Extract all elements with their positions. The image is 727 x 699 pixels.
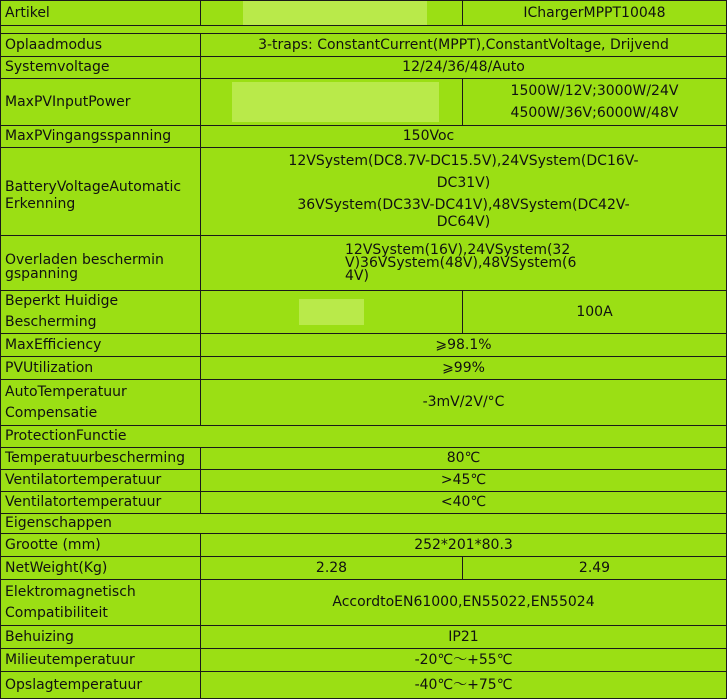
row-spacer (1, 26, 726, 34)
label-artikel: Artikel (1, 1, 201, 25)
label-oplaadmodus: Oplaadmodus (1, 34, 201, 56)
label-ventilator-1: Ventilatortemperatuur (1, 470, 201, 491)
overladen-value-text: 12VSystem(16V),24VSystem(32V)36VSystem(48V),48VSystem(64V) (345, 241, 577, 284)
value-oplaadmodus: 3-traps: ConstantCurrent(MPPT),ConstantVoltage, Drijvend (258, 36, 669, 53)
label-overladen (1, 236, 201, 290)
label-tempbescherming: Temperatuurbescherming (1, 448, 201, 469)
value-overladen (201, 236, 726, 290)
label-batteryvoltage (1, 148, 201, 235)
value-systemvoltage: 12/24/36/48/Auto (402, 59, 525, 75)
highlight-patch (243, 1, 427, 25)
batteryvoltage-line-3: 36VSystem(DC33V-DC41V),48VSystem(DC42V-DC64V) (297, 196, 630, 230)
value-artikel-blank (201, 1, 463, 25)
row-pvutilization (1, 357, 726, 380)
value-milieu: -20℃～+55℃ (414, 651, 513, 668)
maxpvinputpower-line-1: 1500W/12V;3000W/24V (510, 82, 679, 99)
row-netweight (1, 557, 726, 580)
label-systemvoltage: Systemvoltage (1, 57, 201, 78)
label-overladen-text: Overladen beschermingspanning (5, 252, 164, 282)
label-maxefficiency: MaxEfficiency (1, 334, 201, 356)
row-ventilator-1 (1, 470, 726, 492)
value-netweight-a: 2.28 (201, 557, 463, 579)
highlight-patch (232, 82, 439, 122)
value-artikel: IChargerMPPT10048 (523, 4, 666, 21)
batteryvoltage-line-2: DC31V) (436, 174, 491, 191)
label-milieu: Milieutemperatuur (1, 649, 201, 671)
value-ventilator-1: >45℃ (440, 472, 487, 488)
row-maxpvinputpower (1, 79, 726, 126)
maxpvinputpower-line-2: 4500W/36V;6000W/48V (510, 104, 679, 121)
section-protection: ProtectionFunctie (5, 428, 127, 444)
value-emc: AccordtoEN61000,EN55022,EN55024 (332, 594, 595, 610)
label-batteryvoltage-text: BatteryVoltageAutomaticErkenning (5, 178, 182, 212)
value-netweight-b: 2.49 (578, 559, 611, 576)
value-grootte: 252*201*80.3 (414, 536, 513, 553)
value-batteryvoltage (201, 148, 726, 235)
label-beperkt (1, 291, 201, 333)
row-grootte (1, 534, 726, 557)
label-netweight: NetWeight(Kg) (1, 557, 201, 579)
row-systemvoltage (1, 57, 726, 79)
label-opslag: Opslagtemperatuur (1, 672, 201, 698)
batteryvoltage-line-1: 12VSystem(DC8.7V-DC15.5V),24VSystem(DC16V- (288, 152, 639, 169)
label-grootte: Grootte (mm) (1, 534, 201, 556)
label-autotemp-text: AutoTemperatuur Compensatie (5, 383, 127, 421)
label-emc-text: Elektromagnetisch Compatibiliteit (5, 583, 136, 621)
row-artikel (1, 1, 726, 26)
row-overladen (1, 236, 726, 291)
label-behuizing: Behuizing (1, 626, 201, 648)
value-beperkt-blank (201, 291, 463, 333)
value-autotemp: -3mV/2V/°C (422, 394, 505, 410)
label-pvutilization: PVUtilization (1, 357, 201, 379)
value-pvutilization: ⩾99% (442, 359, 485, 376)
row-eigenschappen (1, 514, 726, 534)
value-behuizing: IP21 (448, 628, 479, 645)
row-maxefficiency (1, 334, 726, 357)
row-autotemp (1, 380, 726, 426)
highlight-patch (299, 299, 364, 325)
section-eigenschappen: Eigenschappen (5, 515, 112, 531)
value-maxpvinputpower-blank (201, 79, 463, 125)
row-milieu (1, 649, 726, 672)
value-beperkt: 100A (576, 303, 613, 320)
row-protection (1, 426, 726, 448)
value-ventilator-2: <40℃ (440, 494, 487, 510)
value-tempbescherming: 80℃ (446, 450, 481, 466)
row-tempbescherming (1, 448, 726, 470)
row-ventilator-2 (1, 492, 726, 514)
row-emc (1, 580, 726, 626)
label-maxpvinputpower: MaxPVInputPower (1, 79, 201, 125)
label-ventilator-2: Ventilatortemperatuur (1, 492, 201, 513)
row-batteryvoltage (1, 148, 726, 236)
label-beperkt-text: Beperkt Huidige Bescherming (5, 293, 119, 330)
label-autotemp (1, 380, 201, 425)
row-oplaadmodus (1, 34, 726, 57)
row-beperkt (1, 291, 726, 334)
row-opslag (1, 672, 726, 698)
row-maxpvingangsspanning (1, 126, 726, 148)
value-maxefficiency: ⩾98.1% (435, 336, 492, 353)
value-maxpvingangsspanning: 150Voc (402, 128, 455, 144)
row-behuizing (1, 626, 726, 649)
label-maxpvingangsspanning: MaxPVingangsspanning (1, 126, 201, 147)
label-emc (1, 580, 201, 625)
value-maxpvinputpower (463, 79, 726, 125)
value-opslag: -40℃～+75℃ (414, 676, 513, 693)
